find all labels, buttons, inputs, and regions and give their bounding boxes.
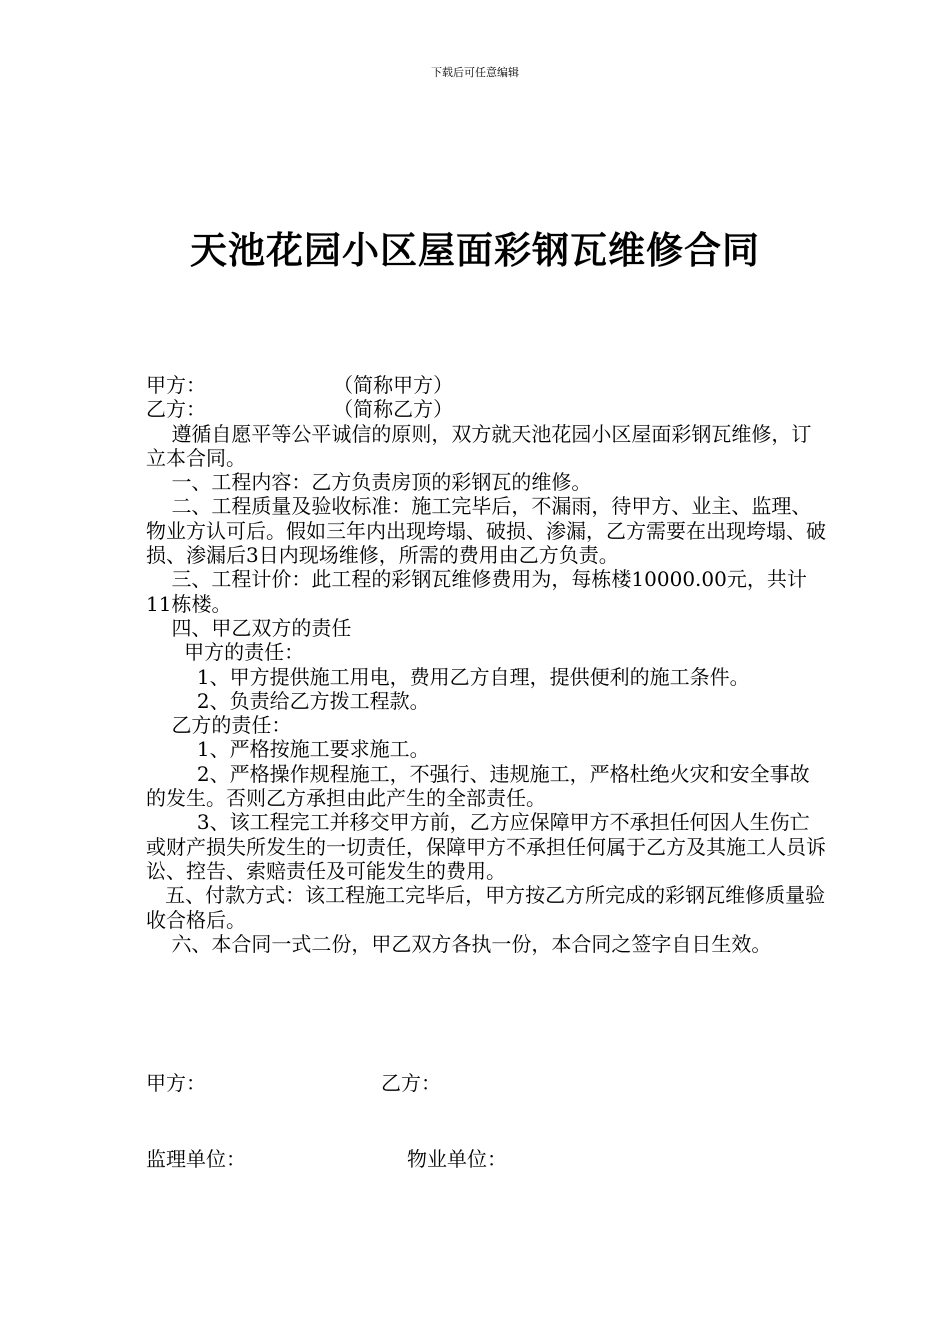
party-b-responsibility-heading: 乙方的责任： [146, 713, 292, 738]
party-a-responsibility-heading: 甲方的责任： [146, 640, 305, 665]
party-a-line: 甲方： （简称甲方） [146, 373, 454, 397]
clause-2-quality: 二、工程质量及验收标准：施工完毕后，不漏雨，待甲方、业主、监理、物业方认可后。假如三年内出现垮塌、破损、渗漏，乙方需要在出现垮塌、破损、渗漏后3日内现场维修，所需的费用由乙方负责。 [146, 494, 826, 568]
party-b-responsibility-3: 3、该工程完工并移交甲方前，乙方应保障甲方不承担任何因人生伤亡或财产损失所发生的一切责任，保障甲方不承担任何属于乙方及其施工人员诉讼、控告、索赔责任及可能发生的费用。 [146, 810, 826, 883]
party-b-responsibility-1: 1、严格按施工要求施工。 [146, 737, 430, 762]
party-a-responsibility-2: 2、负责给乙方拨工程款。 [146, 688, 430, 713]
clause-6-copies: 六、本合同一式二份，甲乙双方各执一份，本合同之签字自日生效。 [146, 931, 772, 956]
clause-4-responsibilities: 四、甲乙双方的责任 [146, 615, 352, 640]
signature-party-a: 甲方： [146, 1071, 206, 1095]
preamble-paragraph: 遵循自愿平等公平诚信的原则，双方就天池花园小区屋面彩钢瓦维修，订立本合同。 [146, 421, 812, 470]
party-b-responsibility-2: 2、严格操作规程施工，不强行、违规施工，严格杜绝火灾和安全事故的发生。否则乙方承担由此产生的全部责任。 [146, 761, 810, 811]
clause-3-pricing: 三、工程计价：此工程的彩钢瓦维修费用为，每栋楼10000.00元，共计11栋楼。 [146, 567, 807, 616]
signature-property: 物业单位： [407, 1147, 507, 1171]
party-a-responsibility-1: 1、甲方提供施工用电，费用乙方自理，提供便利的施工条件。 [146, 664, 750, 689]
clause-1-scope: 一、工程内容：乙方负责房顶的彩钢瓦的维修。 [146, 470, 592, 495]
contract-body [146, 373, 826, 956]
document-title: 天池花园小区屋面彩钢瓦维修合同 [190, 228, 760, 272]
signature-party-b: 乙方： [381, 1071, 441, 1095]
clause-5-payment: 五、付款方式：该工程施工完毕后，甲方按乙方所完成的彩钢瓦维修质量验收合格后。 [146, 883, 826, 932]
party-b-line: 乙方： （简称乙方） [146, 397, 454, 422]
header-note: 下载后可任意编辑 [431, 66, 519, 79]
signature-supervisor: 监理单位： [146, 1147, 246, 1171]
